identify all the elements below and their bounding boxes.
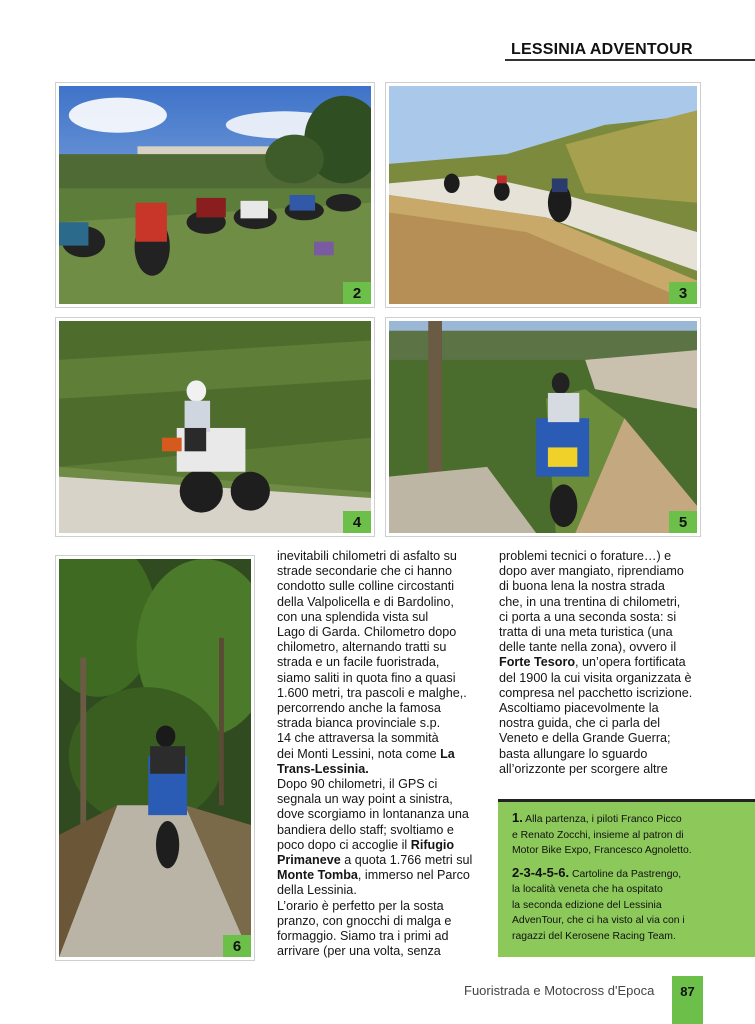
photo-6-image: [59, 559, 251, 957]
text-line: 14 che attraversa la sommità: [277, 731, 439, 746]
photo-5: [386, 318, 700, 536]
text-span: a quota 1.766 metri sul: [340, 853, 473, 868]
photo-number: 4: [343, 511, 371, 533]
text-line: [277, 853, 487, 868]
text-line: all’orizzonte per scorgere altre: [499, 761, 668, 776]
bold-text: Rifugio: [410, 837, 455, 852]
text-line: dove scorgiamo in lontananza una: [277, 807, 469, 822]
text-span: poco dopo ci accoglie il: [277, 837, 411, 852]
text-line: strada bianca provinciale s.p.: [277, 716, 441, 731]
text-line: [277, 762, 487, 777]
text-line: del 1900 la cui visita organizzata è: [499, 670, 692, 685]
text-line: [277, 868, 487, 883]
text-line: siamo saliti in quota fino a quasi: [277, 670, 456, 685]
text-line: Dopo 90 chilometri, il GPS ci: [277, 777, 438, 792]
text-line: percorrendo anche la famosa: [277, 701, 441, 716]
caption-text: Alla partenza, i piloti Franco Picco: [522, 814, 682, 825]
text-line: tratta di una meta turistica (una: [499, 625, 673, 640]
photo-3: [386, 83, 700, 307]
text-line: condotto sulle colline circostanti: [277, 579, 455, 594]
text-line: L’orario è perfetto per la sosta: [277, 898, 444, 913]
text-line: di buona lena la nostra strada: [499, 579, 665, 594]
bold-text: Primaneve: [277, 853, 341, 868]
caption-line: [512, 810, 745, 828]
bold-text: Forte Tesoro: [499, 655, 576, 670]
caption-text: Cartoline da Pastrengo,: [569, 868, 682, 880]
magazine-name: Fuoristrada e Motocross d'Epoca: [464, 983, 655, 998]
text-line: bandiera dello staff; svoltiamo e: [277, 822, 454, 837]
text-line: che, in una trentina di chilometri,: [499, 594, 681, 609]
text-line: della Valpolicella e di Bardolino,: [277, 594, 454, 609]
caption-2: [512, 865, 745, 945]
article-column-middle: [277, 549, 487, 959]
text-line: strade secondarie che ci hanno: [277, 564, 453, 579]
text-line: [277, 838, 487, 853]
text-line: [277, 747, 487, 762]
text-line: formaggio. Siamo tra i primi ad: [277, 929, 449, 944]
text-line: della Lessinia.: [277, 883, 357, 898]
text-line: inevitabili chilometri di asfalto su: [277, 549, 457, 563]
caption-line: Motor Bike Expo, Francesco Agnoletto.: [512, 845, 692, 856]
text-line: strada e un facile fuoristrada,: [277, 655, 440, 670]
bold-text: Monte Tomba: [277, 868, 358, 883]
text-span: dei Monti Lessini, nota come: [277, 746, 441, 761]
text-line: problemi tecnici o forature…) e: [499, 549, 672, 563]
text-line: Lago di Garda. Chilometro dopo: [277, 625, 457, 640]
caption-number: 1.: [512, 810, 523, 825]
caption-line: [512, 865, 745, 883]
page-number: 87: [672, 976, 703, 1024]
text-line: Veneto e della Grande Guerra;: [499, 731, 671, 746]
photo-number: 6: [223, 935, 251, 957]
photo-4: [56, 318, 374, 536]
text-line: compresa nel pacchetto iscrizione.: [499, 685, 693, 700]
header-rule: [505, 59, 755, 61]
text-line: dopo aver mangiato, riprendiamo: [499, 564, 684, 579]
photo-6: [56, 556, 254, 960]
bold-text: Trans-Lessinia.: [277, 761, 369, 776]
caption-1: [512, 810, 745, 859]
text-line: segnala un way point a sinistra,: [277, 792, 453, 807]
caption-number: 2-3-4-5-6.: [512, 864, 570, 880]
text-line: arrivare (per una volta, senza: [277, 944, 441, 959]
text-span: , immerso nel Parco: [357, 868, 470, 883]
section-title: LESSINIA ADVENTOUR: [511, 41, 693, 58]
text-line: [499, 655, 719, 670]
text-line: basta allungare lo sguardo: [499, 746, 648, 761]
caption-line: AdvenTour, che ci ha visto al via con i: [512, 915, 685, 926]
bold-text: La: [440, 746, 455, 761]
photo-4-image: [59, 321, 371, 533]
text-line: pranzo, con gnocchi di malga e: [277, 913, 452, 928]
article-column-right: [499, 549, 719, 777]
text-line: chilometro, alternando tratti su: [277, 640, 447, 655]
caption-line: la località veneta che ha ospitato: [512, 884, 663, 895]
text-line: ci porta a una seconda sosta: si: [499, 609, 677, 624]
photo-5-image: [389, 321, 697, 533]
photo-number: 2: [343, 282, 371, 304]
text-line: con una splendida vista sul: [277, 609, 429, 624]
photo-captions: [498, 799, 755, 957]
text-line: Ascoltiamo piacevolmente la: [499, 701, 659, 716]
photo-2: [56, 83, 374, 307]
photo-2-image: [59, 86, 371, 304]
text-line: nostra guida, che ci parla del: [499, 716, 661, 731]
photo-number: 5: [669, 511, 697, 533]
photo-number: 3: [669, 282, 697, 304]
text-line: delle tante nella zona), ovvero il: [499, 640, 677, 655]
text-line: 1.600 metri, tra pascoli e malghe,.: [277, 685, 467, 700]
photo-3-image: [389, 86, 697, 304]
caption-line: ragazzi del Kerosene Racing Team.: [512, 930, 676, 942]
caption-line: la seconda edizione del Lessinia: [512, 899, 662, 911]
text-span: , un’opera fortificata: [575, 655, 686, 670]
caption-line: e Renato Zocchi, insieme al patron di: [512, 829, 684, 841]
